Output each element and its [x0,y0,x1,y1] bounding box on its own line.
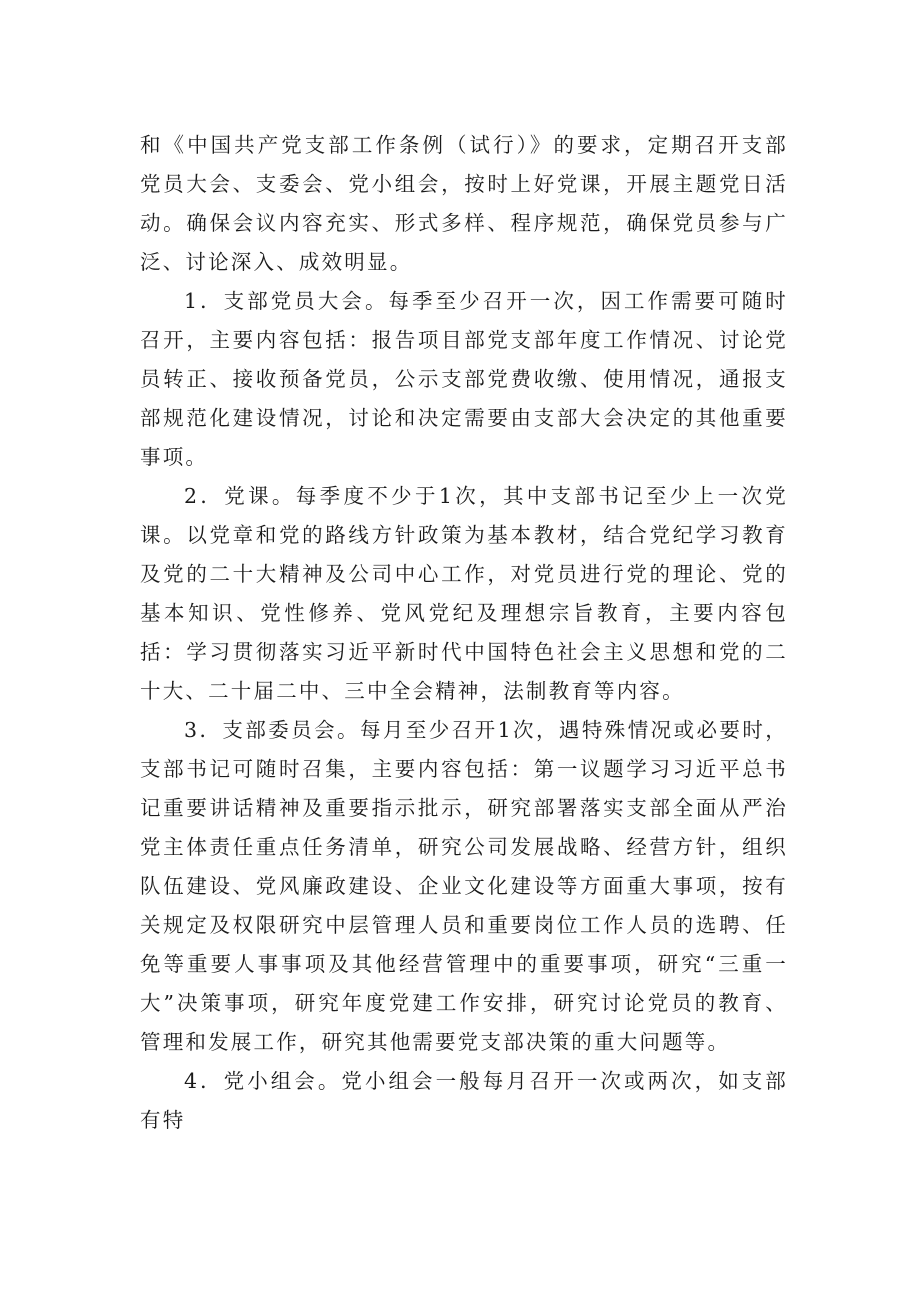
paragraph-item-2-party-lecture: 2．党课。每季度不少于1次，其中支部书记至少上一次党课。以党章和党的路线方针政策为基本教材，结合党纪学习教育及党的二十大精神及公司中心工作，对党员进行党的理论、党的基本知识、党性修养、党风党纪及理想宗旨教育，主要内容包括：学习贯彻落实习近平新时代中国特色社会主义思想和党的二十大、二十届二中、三中全会精神，法制教育等内容。 [140,484,788,703]
document-body [140,126,788,1140]
paragraph-item-3-branch-committee: 3．支部委员会。每月至少召开1次，遇特殊情况或必要时，支部书记可随时召集，主要内容包括：第一议题学习习近平总书记重要讲话精神及重要指示批示，研究部署落实支部全面从严治党主体责任重点任务清单，研究公司发展战略、经营方针，组织队伍建设、党风廉政建设、企业文化建设等方面重大事项，按有关规定及权限研究中层管理人员和重要岗位工作人员的选聘、任免等重要人事事项及其他经营管理中的重要事项，研究“三重一大”决策事项，研究年度党建工作安排，研究讨论党员的教育、管理和发展工作，研究其他需要党支部决策的重大问题等。 [140,718,788,1054]
paragraph-item-1-branch-member-meeting: 1．支部党员大会。每季至少召开一次，因工作需要可随时召开，主要内容包括：报告项目部党支部年度工作情况、讨论党员转正、接收预备党员，公示支部党费收缴、使用情况，通报支部规范化建设情况，讨论和决定需要由支部大会决定的其他重要事项。 [140,289,788,469]
paragraph-item-4-party-group-meeting: 4．党小组会。党小组会一般每月召开一次或两次，如支部有特 [140,1069,788,1132]
paragraph-continuation: 和《中国共产党支部工作条例（试行）》的要求，定期召开支部党员大会、支委会、党小组会，按时上好党课，开展主题党日活动。确保会议内容充实、形式多样、程序规范，确保党员参与广泛、讨论深入、成效明显。 [140,133,788,274]
